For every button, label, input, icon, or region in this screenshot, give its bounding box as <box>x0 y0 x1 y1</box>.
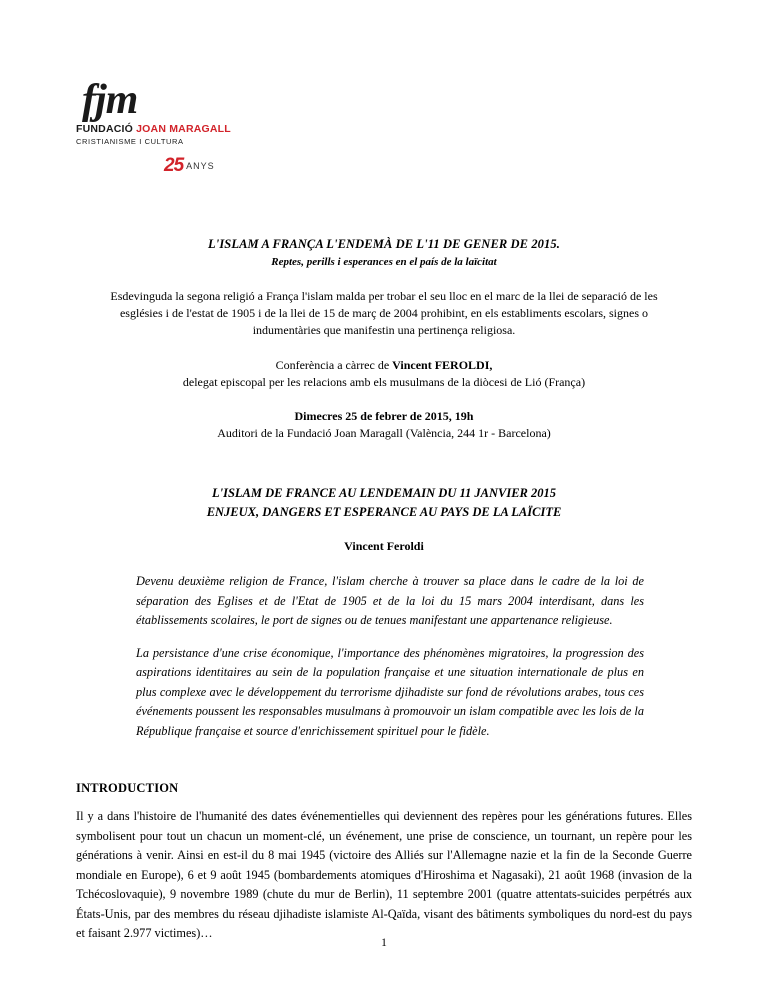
catalan-title: L'ISLAM A FRANÇA L'ENDEMÀ DE L'11 DE GENER DE 2015. <box>208 237 560 251</box>
event-date: Dimecres 25 de febrer de 2015, 19h <box>294 409 474 423</box>
speaker-line <box>76 357 692 374</box>
event-venue: Auditori de la Fundació Joan Maragall (València, 244 1r - Barcelona) <box>217 426 551 440</box>
french-header <box>76 484 692 554</box>
anniversary-number: 25 <box>164 155 184 176</box>
catalan-subtitle: Reptes, perills i esperances en el país de la laïcitat <box>271 256 497 268</box>
french-abstract-paragraph-2: La persistance d'une crise économique, l'importance des phénomènes migratoires, la progression des aspirations identitaires au sein de la population française et une situation internationale de plus en plus complexe avec le développement du terrorisme djihadiste sur fond de révolutions arabes, tous ces événements poussent les responsables musulmans à promouvoir un islam compatible avec les lois de la République française et source d'enrichissement spirituel pour le fidèle. <box>136 645 644 738</box>
introduction-paragraph: Il y a dans l'histoire de l'humanité des dates événementielles qui deviennent des repères pour les générations futures. Elles symbolisent pour tout un chacun un moment-clé, un événement, une prise de conscience, un tournant, un repère pour les générations à venir. Ainsi en est-il du 8 mai 1945 (victoire des Alliés sur l'Allemagne nazie et la fin de la Seconde Guerre mondiale en Europe), 6 et 9 août 1945 (bombardements atomiques d'Hiroshima et Nagasaki), 21 août 1968 (invasion de la Tchécoslovaquie), 9 novembre 1989 (chute du mur de Berlin), 11 septembre 2001 (quatre attentats-suicides perpétrés aux États-Unis, par des membres du réseau djihadiste islamiste Al-Qaïda, visant des bâtiments symboliques du nord-est du pays et faisant 2.977 victimes)… <box>76 809 692 940</box>
page-number: 1 <box>381 937 387 949</box>
event-details <box>76 408 692 442</box>
organization-logo <box>76 77 276 177</box>
logo-wordmark: fjm <box>82 77 138 123</box>
speaker-name: Vincent FEROLDI, <box>392 358 493 372</box>
logo-name-part2: JOAN MARAGALL <box>136 123 231 135</box>
introduction-heading: INTRODUCTION <box>76 781 179 795</box>
french-abstract <box>76 572 692 741</box>
french-abstract-paragraph-1: Devenu deuxième religion de France, l'islam cherche à trouver sa place dans le cadre de la loi de séparation des Eglises et de l'Etat de 1905 et de la loi du 15 mars 2004 interdisant, dans les établissements scolaires, le port de signes ou de tenues manifestant une appartenance religieuse. <box>136 574 644 627</box>
french-author: Vincent Feroldi <box>344 539 424 553</box>
speaker-role: delegat episcopal per les relacions amb els musulmans de la diòcesi de Lió (França) <box>182 375 586 389</box>
catalan-header <box>76 237 692 268</box>
french-title-line1: L'ISLAM DE FRANCE AU LENDEMAIN DU 11 JANVIER 2015 <box>211 486 557 500</box>
french-title-line2: ENJEUX, DANGERS ET ESPERANCE AU PAYS DE LA LAÏCITE <box>206 505 562 519</box>
anniversary-label: ANYS <box>186 161 215 171</box>
logo-organization-name <box>76 123 276 135</box>
catalan-speaker-block <box>76 357 692 391</box>
logo-anniversary <box>164 155 276 177</box>
catalan-abstract: Esdevinguda la segona religió a França l'islam malda per trobar el seu lloc en el marc de la llei de separació de les esglésies i de l'estat de 1905 i de la llei de 15 de març de 2004 prohibint, en els establiments escolars, signes o indumentàries que manifestin una pertinença religiosa. <box>110 289 658 337</box>
introduction-body <box>76 807 692 944</box>
logo-name-part1: FUNDACIÓ <box>76 123 137 135</box>
logo-tagline: CRISTIANISME I CULTURA <box>76 137 184 146</box>
speaker-prefix: Conferència a càrrec de <box>275 358 393 372</box>
